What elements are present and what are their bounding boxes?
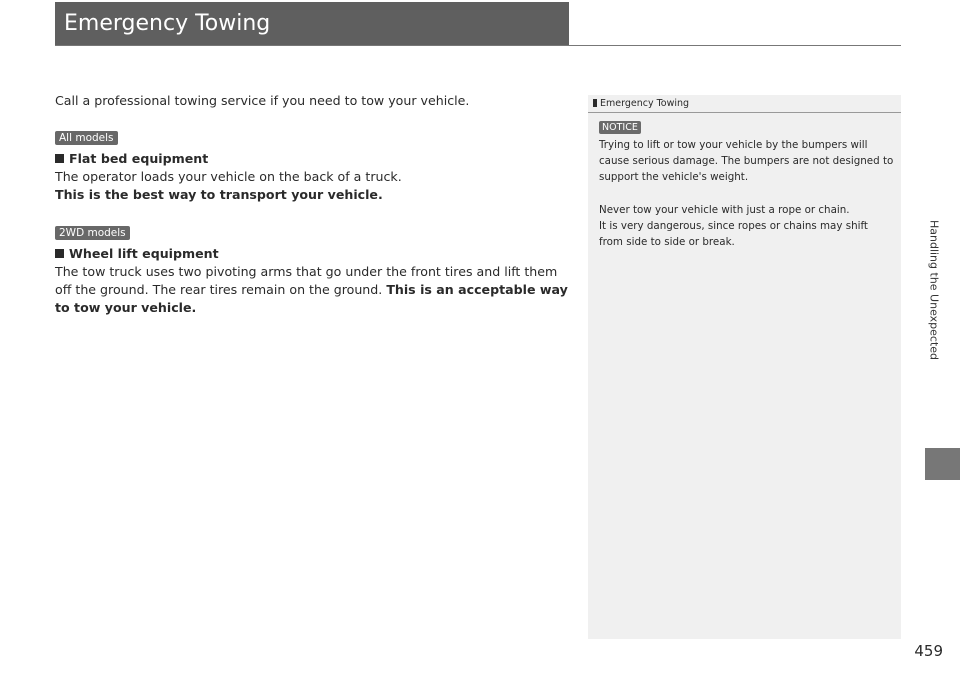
sidebar-rule: [588, 112, 901, 113]
section-heading: [55, 150, 575, 168]
sidebar-body: [599, 137, 895, 250]
section-text: The operator loads your vehicle on the back of a truck.: [55, 169, 402, 184]
main-content: [55, 92, 575, 317]
section-heading-label: Wheel lift equipment: [69, 246, 219, 261]
chapter-tab-block: [925, 448, 960, 480]
sidebar-title: [593, 97, 689, 110]
section-text: [55, 263, 575, 317]
section-heading-label: Flat bed equipment: [69, 151, 209, 166]
section-bold-text: This is the best way to transport your vehicle.: [55, 187, 383, 202]
page-number: 459: [914, 642, 943, 660]
square-bullet-icon: [55, 249, 64, 258]
intro-text: Call a professional towing service if you need to tow your vehicle.: [55, 93, 470, 108]
square-bullet-icon: [55, 154, 64, 163]
page-title: Emergency Towing: [64, 11, 271, 36]
section-heading: [55, 245, 575, 263]
section-bold-text: This is an acceptable way to tow your vehicle.: [55, 282, 568, 315]
section-flat-bed: [55, 110, 575, 204]
notice-text: Trying to lift or tow your vehicle by the bumpers will cause serious damage. The bumpers are not designed to support the vehicle's weight.: [599, 139, 894, 184]
model-badge-all-models: All models: [55, 131, 118, 145]
chapter-tab-label: Handling the Unexpected: [927, 219, 941, 361]
title-bar: [55, 2, 569, 46]
section-text-regular: The tow truck uses two pivoting arms that go under the front tires and lift them off the ground. The rear tires remain on the ground.: [55, 264, 558, 297]
title-rule: [55, 45, 901, 46]
reference-mark-icon: [593, 99, 597, 107]
section-wheel-lift: [55, 204, 575, 317]
warning-line-1: Never tow your vehicle with just a rope or chain.: [599, 203, 850, 216]
warning-line-2: It is very dangerous, since ropes or chains may shift from side to side or break.: [599, 219, 868, 249]
model-badge-2wd-models: 2WD models: [55, 226, 130, 240]
notice-badge: NOTICE: [599, 121, 641, 134]
sidebar-note: [588, 95, 901, 639]
sidebar-title-label: Emergency Towing: [600, 98, 690, 109]
